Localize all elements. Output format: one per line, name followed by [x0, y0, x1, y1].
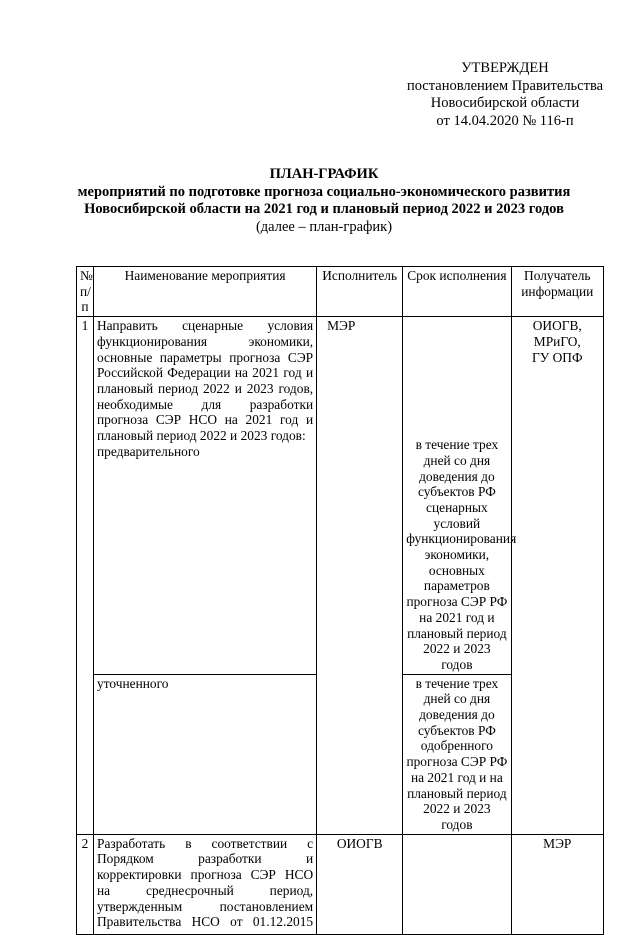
approval-stamp [385, 60, 625, 130]
row1-sub2-label: уточненного [97, 675, 169, 691]
row1-term1-line: плановый период [407, 625, 507, 641]
row1-recipient-line: ОИОГВ, [532, 318, 582, 334]
row1-name-line: функционирования экономики, [97, 333, 314, 349]
row1-term1-line: в течение трех [415, 437, 499, 453]
row1-term1-line: дней со дня [423, 452, 491, 468]
row1-term1-line: основных [428, 562, 485, 578]
header-name: Наименование мероприятия [94, 267, 317, 317]
title-line-3: Новосибирской области на 2021 год и плановый период 2022 и 2023 годов [84, 201, 564, 217]
row2-name-line: утвержденным постановлением [97, 898, 314, 914]
header-recipient [511, 267, 603, 317]
row2-recipient: МЭР [511, 834, 603, 934]
document-title [40, 166, 608, 236]
row1-name-line: плановый период 2022 и 2023 годов: [97, 428, 306, 444]
approval-line-2: постановлением Правительства [406, 77, 604, 94]
row1-term2-line: плановый период [407, 785, 507, 801]
title-line-2: мероприятий по подготовке прогноза социально-экономического развития [77, 183, 571, 200]
row1-sub2 [94, 674, 317, 834]
row2-name [94, 834, 317, 934]
row1-term1-line: функционирования [406, 531, 517, 547]
row1-term1-line: доведения до [419, 468, 495, 484]
row1-term2-line: дней со дня [423, 691, 491, 707]
header-executor: Исполнитель [317, 267, 403, 317]
row1-term1-line: сценарных условий [426, 499, 488, 531]
row1-name-line: Направить сценарные условия [97, 318, 314, 334]
plan-table [76, 266, 604, 935]
row2-name-line: на среднесрочный период, [97, 882, 314, 898]
header-term: Срок исполнения [403, 267, 511, 317]
row1-term1-line: прогноза СЭР РФ [406, 594, 508, 610]
row1-name-line: плановый период 2022 и 2023 годов, [97, 380, 314, 396]
title-note: (далее – план-график) [255, 218, 393, 235]
row1-name [94, 317, 317, 675]
row1-term2 [403, 674, 511, 834]
header-num-line-2: п/п [80, 283, 91, 315]
row1-term1 [403, 317, 517, 675]
row1-name-line: необходимые для разработки [97, 396, 314, 412]
table-header-row [77, 267, 604, 317]
row2-name-line: Правительства НСО от 01.12.2015 [97, 914, 314, 930]
approval-line-3: Новосибирской области [430, 95, 580, 111]
row1-executor-text: МЭР [327, 318, 356, 334]
row1-term1-line: экономики, [424, 547, 490, 563]
row2-term [403, 834, 511, 934]
row1-recipient-line: ГУ ОПФ [532, 349, 583, 365]
row1-num: 1 [77, 317, 94, 835]
row2-name-line: корректировки прогноза СЭР НСО [97, 867, 314, 883]
table-row [77, 317, 604, 675]
row1-term1-line: 2022 и 2023 годов [423, 641, 491, 672]
row1-name-line: основные параметры прогноза СЭР [97, 349, 314, 365]
title-main: ПЛАН-ГРАФИК [269, 166, 379, 182]
header-num [77, 267, 94, 317]
row2-name-line: Разработать в соответствии с [97, 835, 314, 851]
header-num-line-1: № [80, 268, 93, 283]
row1-term2-line: субъектов РФ [417, 722, 496, 738]
row1-name-line: прогноза СЭР НСО на 2021 год и [97, 412, 314, 428]
header-recipient-line-2: информации [521, 283, 594, 299]
row1-term2-line: в течение трех [415, 675, 499, 691]
row1-executor [317, 317, 403, 835]
table-row [77, 834, 604, 934]
row2-num: 2 [77, 834, 94, 934]
approval-line-1: УТВЕРЖДЕН [461, 60, 549, 76]
approval-line-4: от 14.04.2020 № 116-п [436, 112, 574, 129]
row1-term1-line: на 2021 год и [419, 609, 495, 625]
row1-recipient [511, 317, 603, 835]
row2-name-line: Порядком разработки и [97, 851, 314, 867]
header-recipient-line-1: Получатель [524, 268, 591, 283]
row1-term2-line: прогноза СЭР РФ [406, 754, 508, 770]
row1-term2-line: доведения до [419, 707, 495, 723]
row1-term2-line: одобренного [420, 738, 493, 754]
row2-executor: ОИОГВ [317, 834, 403, 934]
row1-term1-line: субъектов РФ [417, 484, 496, 500]
row1-term2-line: 2022 и 2023 годов [423, 801, 491, 832]
row1-recipient-line: МРиГО, [533, 333, 581, 349]
row1-name-line: Российской Федерации на 2021 год и [97, 365, 314, 381]
row1-term2-line: на 2021 год и на [410, 769, 503, 785]
row1-term1-line: параметров [423, 578, 490, 594]
row1-sub1-label: предварительного [97, 443, 200, 459]
